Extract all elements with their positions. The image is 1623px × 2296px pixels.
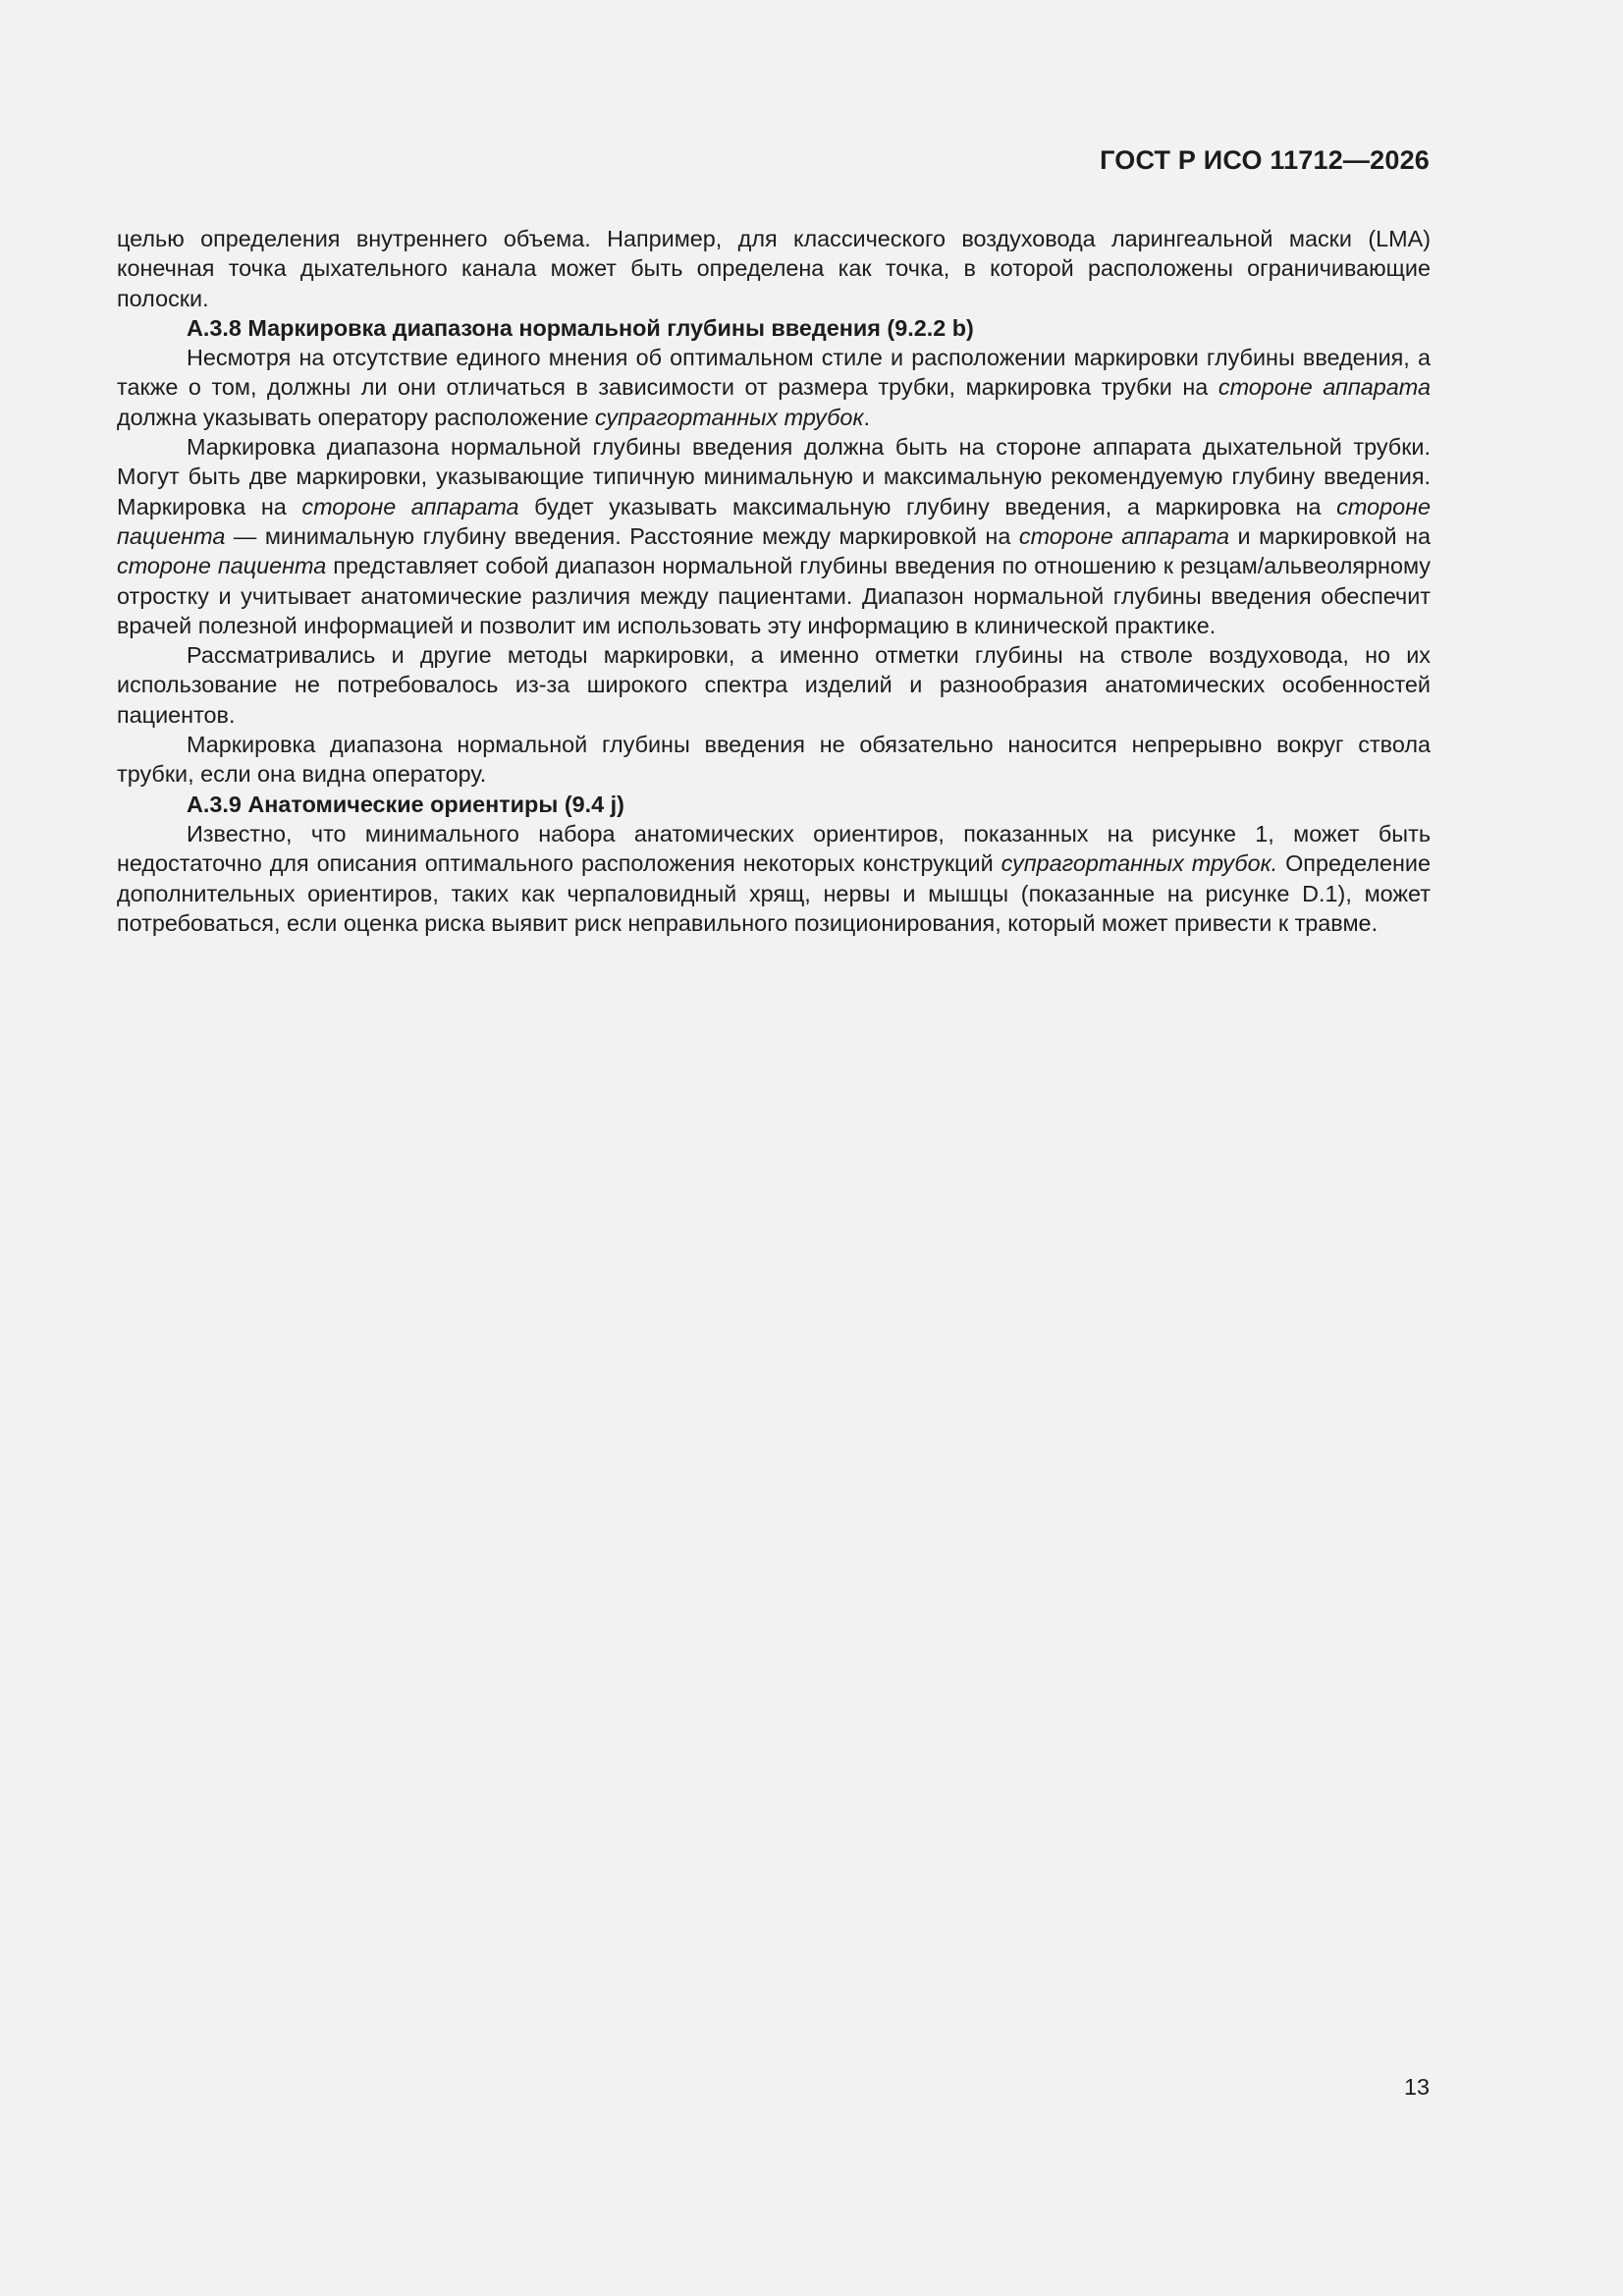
paragraph-a38-1: Несмотря на отсутствие единого мнения об оптимальном стиле и расположении маркировки глубины введения, а также о том, должны ли они отличаться в зависимости от размера трубки, маркировка трубки на стороне аппарата должна указывать оператору расположение супрагортанных трубок.: [117, 345, 1431, 430]
paragraph-a38-2: Маркировка диапазона нормальной глубины введения должна быть на стороне аппарата дыхательной трубки. Могут быть две маркировки, указывающие типичную минимальную и максимальную рекомендуемую глубину введения. Маркировка на стороне аппарата будет указывать максимальную глубину введения, а маркировка на стороне пациента — минимальную глубину введения. Расстояние между маркировкой на стороне аппарата и маркировкой на стороне пациента представляет собой диапазон нормальной глубины введения по отношению к резцам/альвеолярному отростку и учитывает анатомические различия между пациентами. Диапазон нормальной глубины введения обеспечит врачей полезной информацией и позволит им использовать эту информацию в клинической практике.: [117, 434, 1432, 638]
paragraph-a38-3: Рассматривались и другие методы маркировки, а именно отметки глубины на стволе воздуховода, но их использование не потребовалось из-за широкого спектра изделий и разнообразия анатомических особенностей пациентов.: [117, 642, 1431, 728]
section-heading-a38: А.3.8 Маркировка диапазона нормальной глубины введения (9.2.2 b): [187, 314, 974, 341]
paragraph-continuation: целью определения внутреннего объема. Например, для классического воздуховода ларингеальной маски (LMA) конечная точка дыхательного канала может быть определена как точка, в которой расположены ограничивающие полоски.: [117, 226, 1431, 311]
page-number: 13: [1403, 2074, 1430, 2100]
document-body: [117, 224, 1431, 938]
page-header-standard-code: ГОСТ Р ИСО 11712—2026: [1100, 145, 1430, 175]
paragraph-a38-4: Маркировка диапазона нормальной глубины введения не обязательно наносится непрерывно вокруг ствола трубки, если она видна оператору.: [117, 732, 1431, 788]
section-heading-a39: А.3.9 Анатомические ориентиры (9.4 j): [187, 791, 624, 817]
paragraph-a39-1: Известно, что минимального набора анатомических ориентиров, показанных на рисунке 1, может быть недостаточно для описания оптимального расположения некоторых конструкций супрагортанных трубок. Определение дополнительных ориентиров, таких как черпаловидный хрящ, нервы и мышцы (показанные на рисунке D.1), может потребоваться, если оценка риска выявит риск неправильного позиционирования, который может привести к травме.: [117, 820, 1431, 936]
